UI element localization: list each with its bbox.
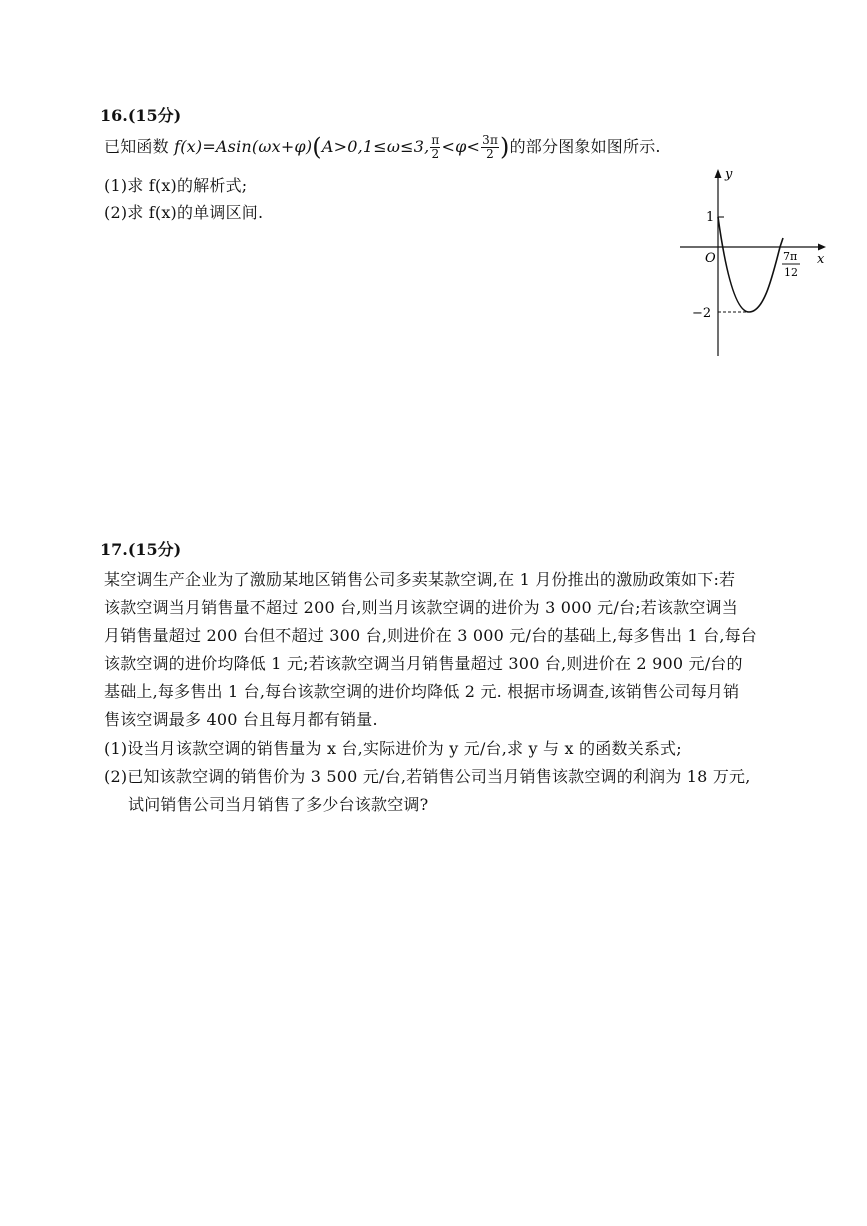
q16-condition-a: A>0,1≤ω≤3, xyxy=(321,137,430,156)
q16-header: 16.(15分) xyxy=(100,106,182,125)
q16-stem-suffix: 的部分图象如图所示. xyxy=(509,137,661,156)
y-axis-label: y xyxy=(725,167,733,182)
q16-part2: (2)求 f(x)的单调区间. xyxy=(104,203,264,222)
q16-frac1-den: 2 xyxy=(431,147,440,161)
x-axis-label: x xyxy=(817,252,825,267)
origin-label: O xyxy=(705,251,716,266)
q17-stem-line-3: 月销售量超过 200 台但不超过 300 台,则进价在 3 000 元/台的基础上,每多售出 1 台,每台 xyxy=(104,626,757,645)
y-tick-neg2-label: −2 xyxy=(692,306,712,321)
q17-header: 17.(15分) xyxy=(100,540,182,559)
x-axis-arrow xyxy=(818,244,826,251)
q16-function: f(x)=Asin(ωx+φ) xyxy=(174,137,313,156)
x-tick-num: 7π xyxy=(783,250,798,263)
function-curve xyxy=(718,217,783,312)
q16-function-graph xyxy=(676,160,836,365)
q17-part2-line-2: 试问销售公司当月销售了多少台该款空调? xyxy=(128,795,429,814)
q17-part2-line-1: (2)已知该款空调的销售价为 3 500 元/台,若销售公司当月销售该款空调的利润为 18 万元, xyxy=(104,767,751,786)
q16-frac2-den: 2 xyxy=(486,147,494,161)
q17-stem-line-5: 基础上,每多售出 1 台,每台该款空调的进价均降低 2 元. 根据市场调查,该销售公司每月销 xyxy=(104,682,740,701)
q17-stem-line-6: 售该空调最多 400 台且每月都有销量. xyxy=(104,710,378,729)
q17-stem-line-2: 该款空调当月销售量不超过 200 台,则当月该款空调的进价为 3 000 元/台;若该款空调当 xyxy=(104,598,738,617)
q16-frac1-num: π xyxy=(431,133,440,147)
q17-stem-line-1: 某空调生产企业为了激励某地区销售公司多卖某款空调,在 1 月份推出的激励政策如下:若 xyxy=(104,570,736,589)
q16-part1: (1)求 f(x)的解析式; xyxy=(104,176,248,195)
q16-frac2-num: 3π xyxy=(482,133,499,147)
q16-phi-range: <φ< xyxy=(441,137,481,156)
y-tick-1-label: 1 xyxy=(706,210,715,225)
x-tick-den: 12 xyxy=(784,266,798,279)
q17-part1: (1)设当月该款空调的销售量为 x 台,实际进价为 y 元/台,求 y 与 x 的函数关系式; xyxy=(104,739,682,758)
q16-frac-3pi-over-2 xyxy=(481,134,499,161)
q16-stem: 已知函数 f(x)=Asin(ωx+φ)(A>0,1≤ω≤3, $\frac{\pi}{2}$ <φ< $\frac{3\pi}{2}$ )的部分图象如图所示. xyxy=(104,133,661,161)
y-axis-arrow xyxy=(715,169,722,178)
q16-frac-pi-over-2 xyxy=(430,134,440,161)
q16-stem-prefix: 已知函数 xyxy=(104,137,175,156)
q17-stem-line-4: 该款空调的进价均降低 1 元;若该款空调当月销售量超过 300 台,则进价在 2 900 元/台的 xyxy=(104,654,743,673)
